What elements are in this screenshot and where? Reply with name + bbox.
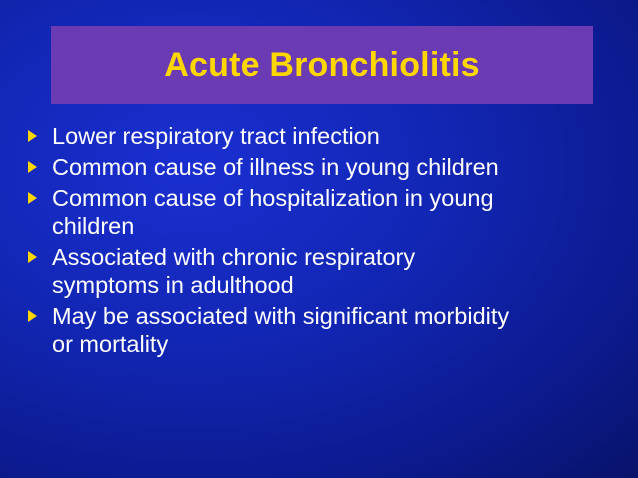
triangle-bullet-icon [28,192,37,204]
bullet-text-line: May be associated with significant morbidity [52,303,510,329]
bullet-item [14,184,624,240]
bullet-item [14,153,624,181]
triangle-bullet-icon [28,161,37,173]
triangle-bullet-icon [28,251,37,263]
bullet-item [14,243,624,299]
triangle-bullet-icon [28,130,37,142]
bullet-text-line: or mortality [52,331,169,357]
bullet-text-line: Lower respiratory tract infection [52,123,380,149]
bullet-list [14,122,624,361]
bullet-item [14,122,624,150]
title-banner [51,26,593,104]
bullet-text-line: Common cause of illness in young children [52,154,499,180]
bullet-text-line: children [52,213,135,239]
bullet-text-line: symptoms in adulthood [52,272,294,298]
triangle-bullet-icon [28,310,37,322]
bullet-text-line: Associated with chronic respiratory [52,244,416,270]
bullet-text-line: Common cause of hospitalization in young [52,185,494,211]
bullet-item [14,302,624,358]
slide-title: Acute Bronchiolitis [164,45,480,84]
